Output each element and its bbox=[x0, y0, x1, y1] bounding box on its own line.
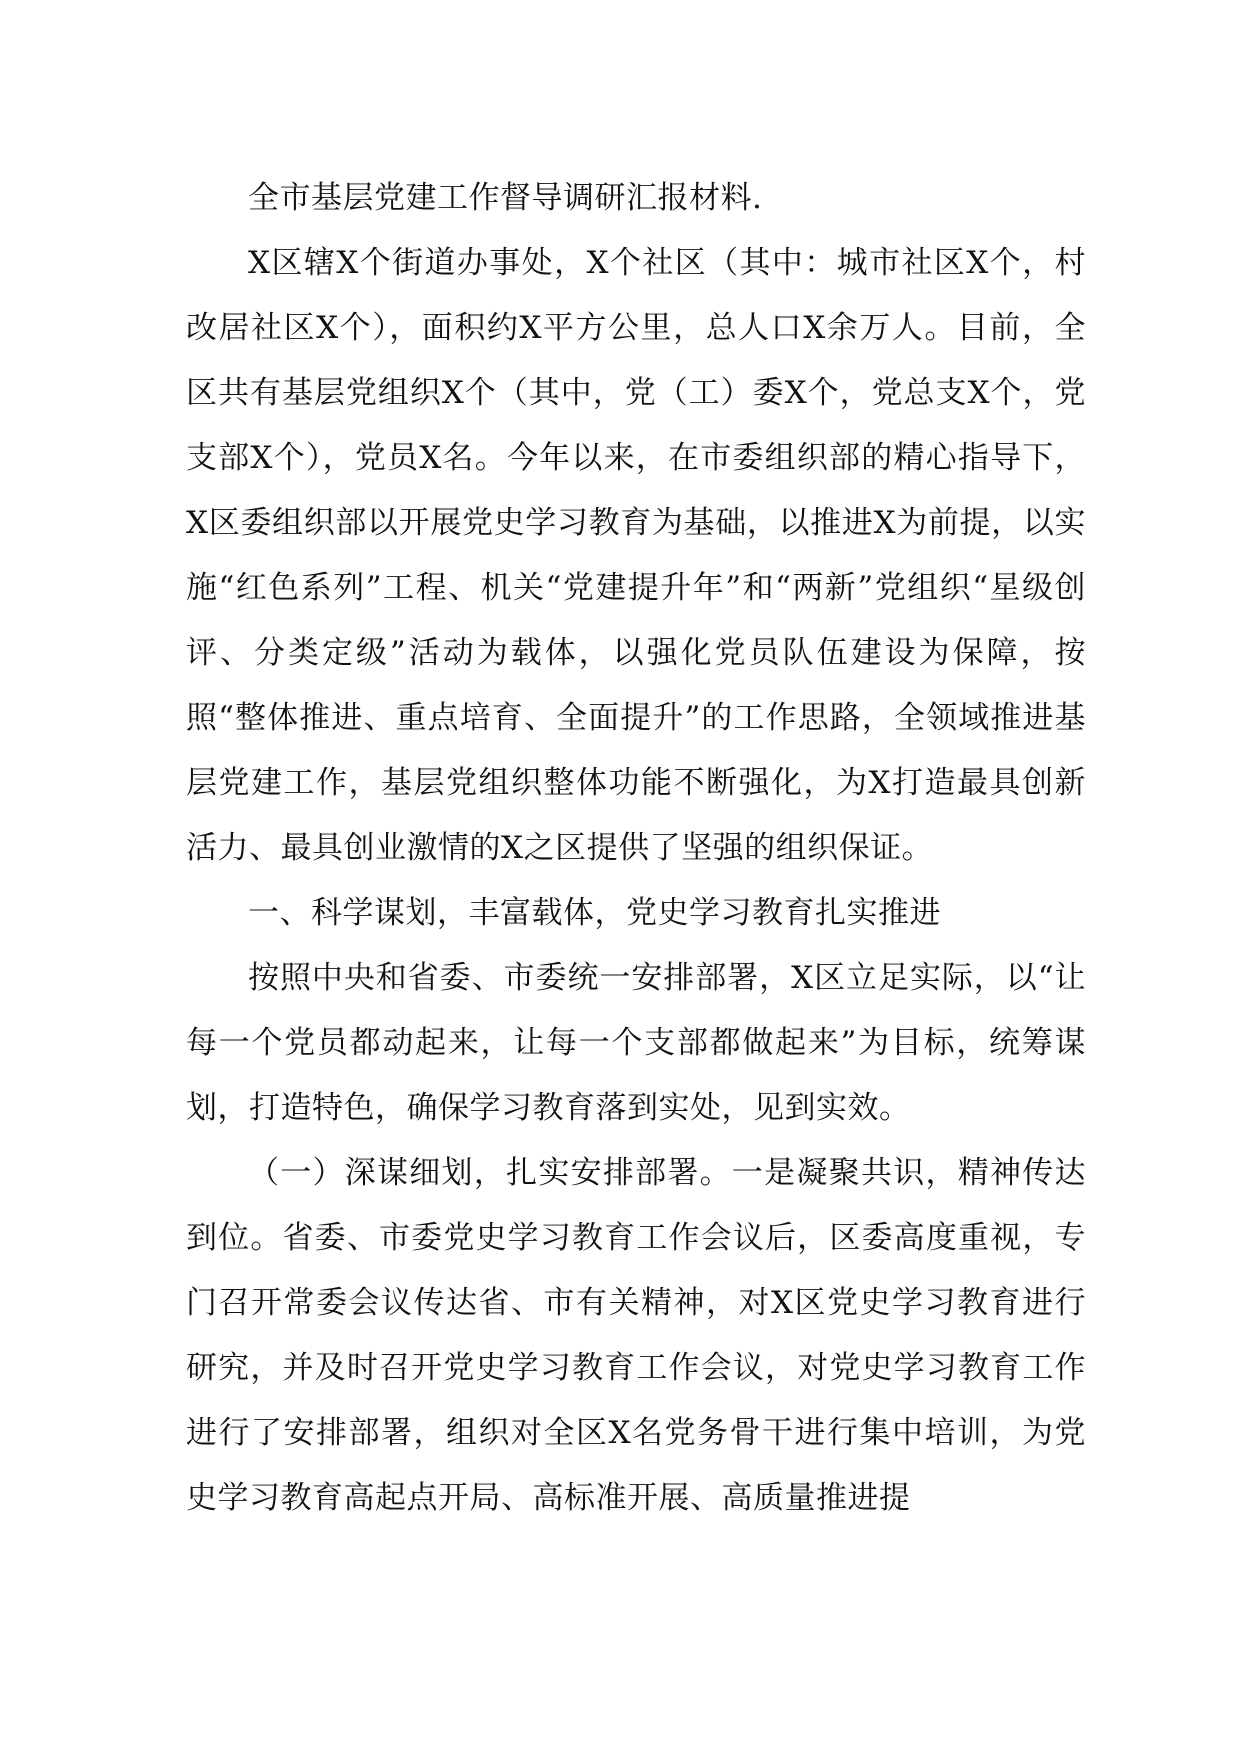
document-title-line: 全市基层党建工作督导调研汇报材料. bbox=[248, 180, 763, 216]
paragraph-subsection-1: （一）深谋细划，扎实安排部署。一是凝聚共识，精神传达到位。省委、市委党史学习教育工作会议后，区委高度重视，专门召开常委会议传达省、市有关精神，对X区党史学习教育进行研究，并及时召开党史学习教育工作会议，对党史学习教育工作进行了安排部署，组织对全区X名党务骨干进行集中培训，为党史学习教育高起点开局、高标准开展、高质量推进提 bbox=[186, 1155, 1086, 1516]
section-heading-1: 一、科学谋划，丰富载体，党史学习教育扎实推进 bbox=[248, 895, 941, 931]
document-body bbox=[186, 166, 1086, 1531]
paragraph-section-1-intro: 按照中央和省委、市委统一安排部署，X区立足实际，以“让每一个党员都动起来，让每一个支部都做起来”为目标，统筹谋划，打造特色，确保学习教育落到实处，见到实效。 bbox=[186, 960, 1086, 1126]
paragraph-overview: X区辖X个街道办事处，X个社区（其中：城市社区X个，村改居社区X个），面积约X平方公里，总人口X余万人。目前，全区共有基层党组织X个（其中，党（工）委X个，党总支X个，党支部X个），党员X名。今年以来，在市委组织部的精心指导下，X区委组织部以开展党史学习教育为基础，以推进X为前提，以实施“红色系列”工程、机关“党建提升年”和“两新”党组织“星级创评、分类定级”活动为载体，以强化党员队伍建设为保障，按照“整体推进、重点培育、全面提升”的工作思路，全领域推进基层党建工作，基层党组织整体功能不断强化，为X打造最具创新活力、最具创业激情的X之区提供了坚强的组织保证。 bbox=[186, 245, 1086, 866]
